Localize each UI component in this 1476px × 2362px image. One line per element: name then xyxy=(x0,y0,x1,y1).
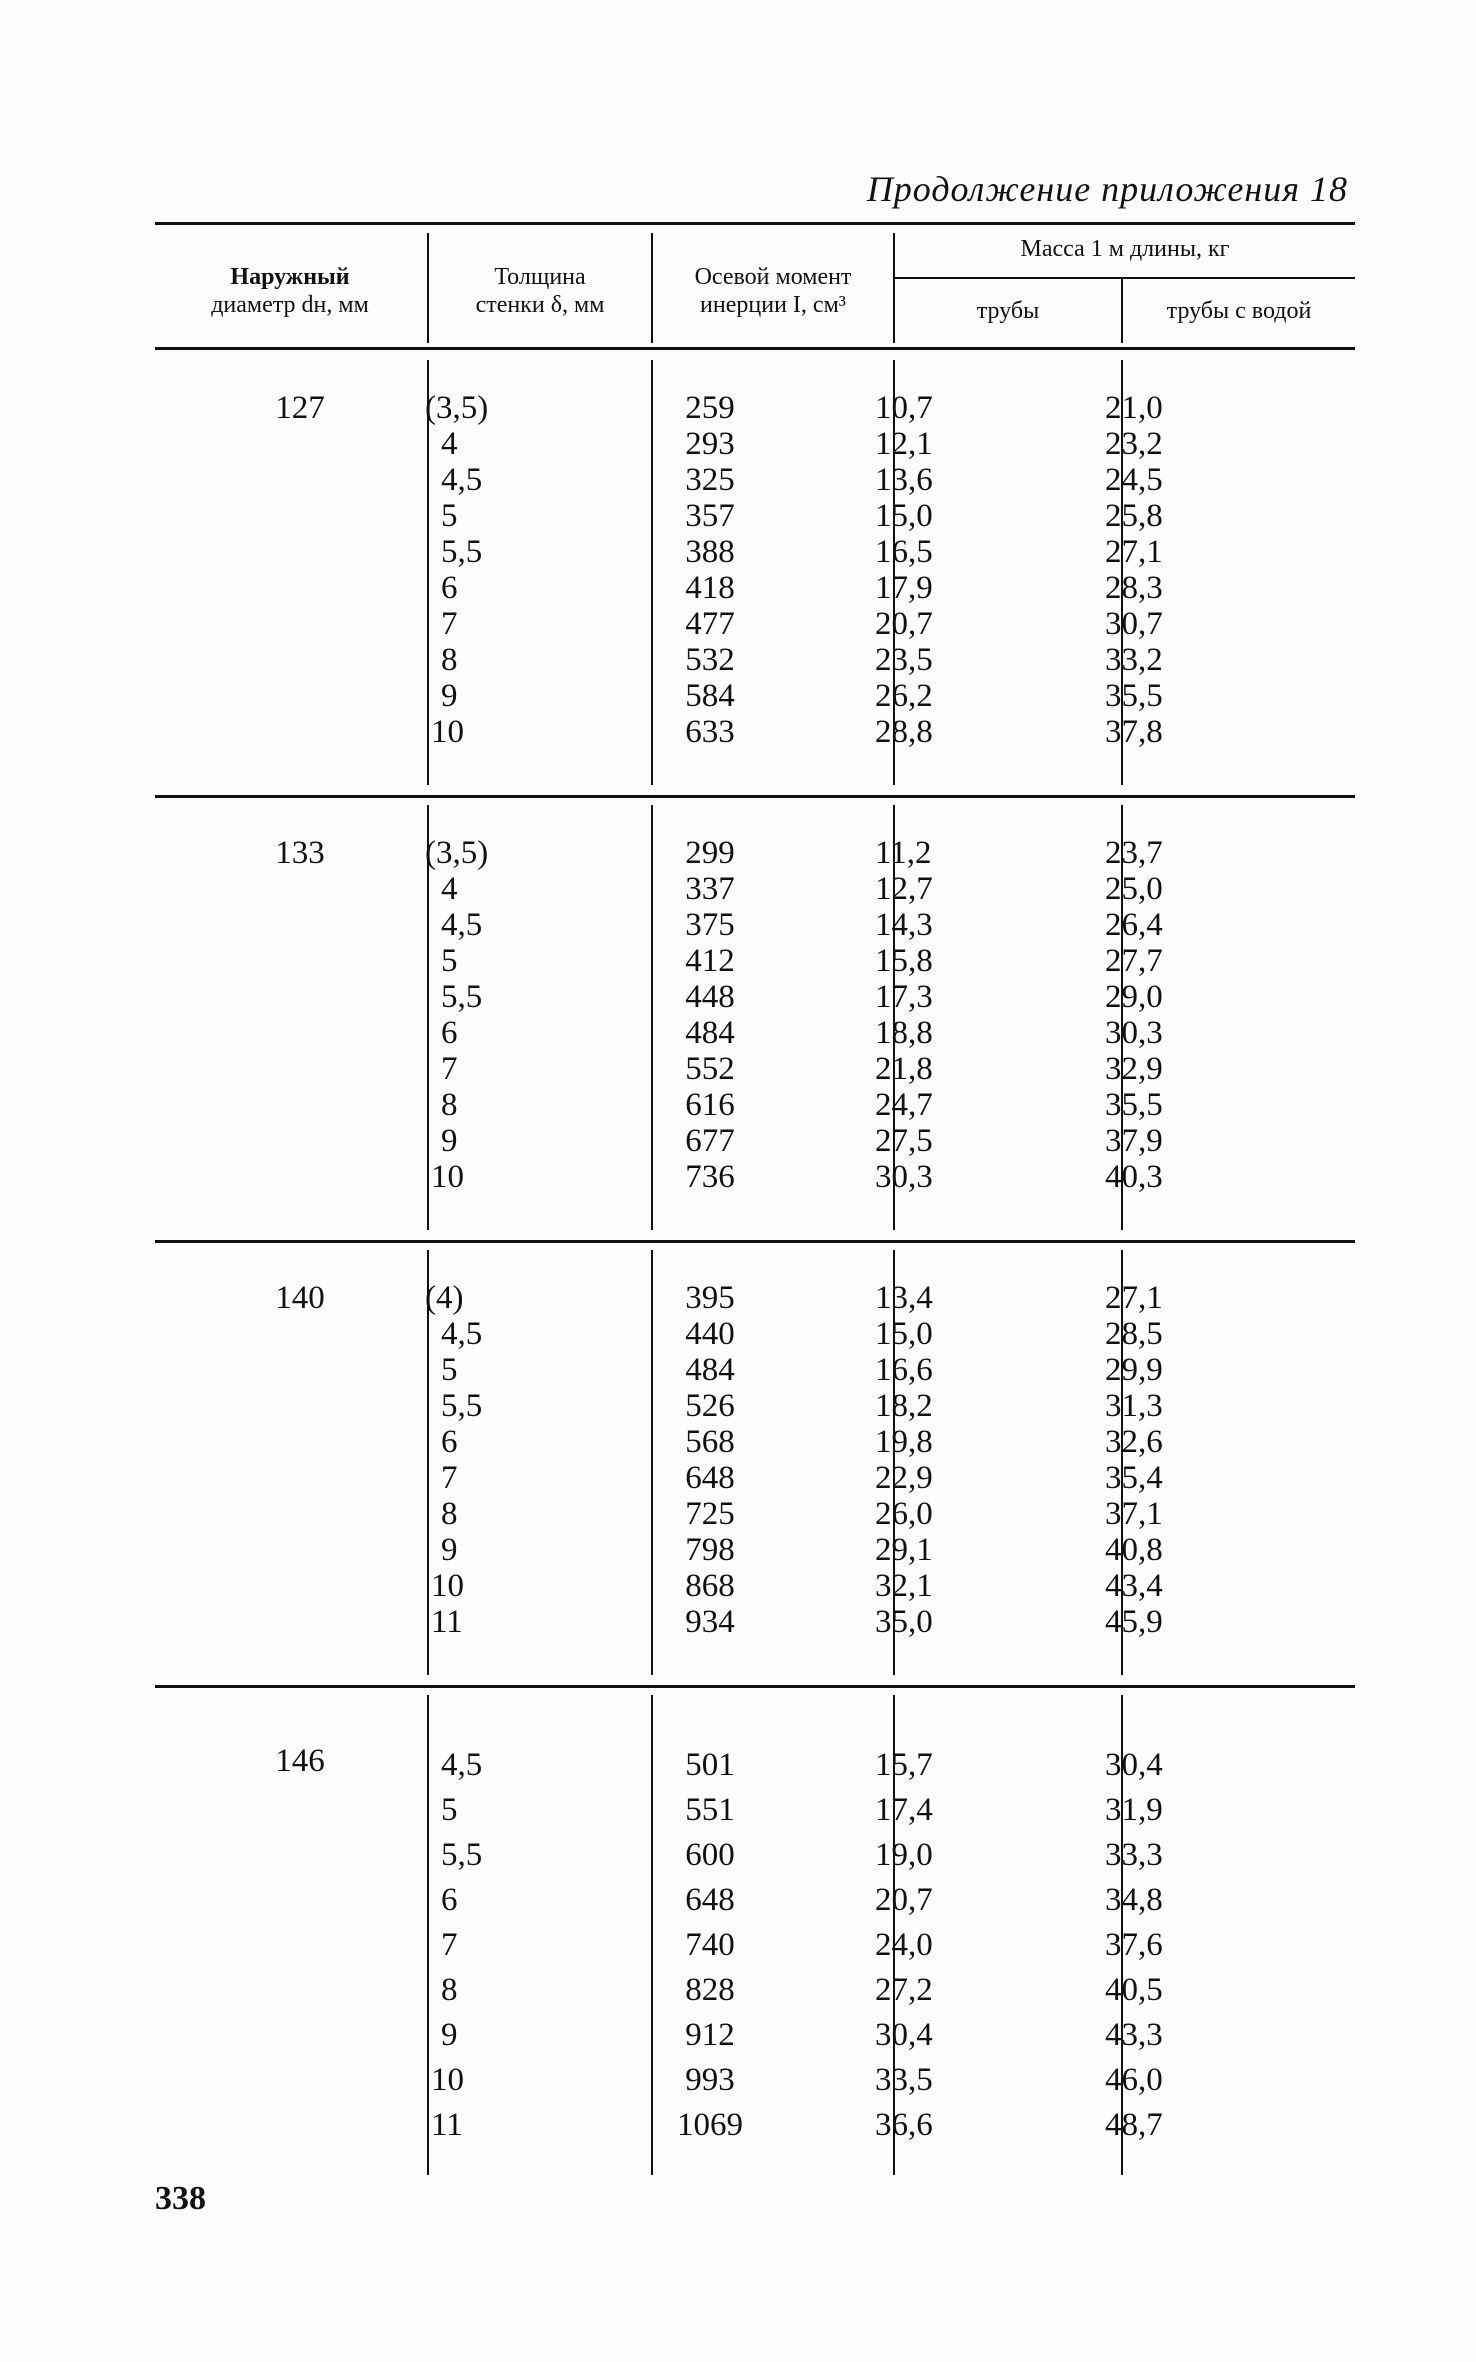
cell-thickness: 8 xyxy=(441,642,458,678)
cell-mass-water: 37,9 xyxy=(1105,1123,1163,1159)
column-inertia xyxy=(635,1743,785,2148)
cell-mass-pipe: 27,2 xyxy=(875,1972,933,2008)
cell-mass-water: 23,7 xyxy=(1105,835,1163,871)
cell-inertia: 600 xyxy=(685,1837,735,1873)
cell-mass-pipe: 15,0 xyxy=(875,498,933,534)
cell-mass-water: 26,4 xyxy=(1105,907,1163,943)
cell-mass-pipe: 11,2 xyxy=(875,835,932,871)
cell-mass-pipe: 36,6 xyxy=(875,2107,933,2143)
cell-thickness: 9 xyxy=(441,2017,458,2053)
cell-inertia: 1069 xyxy=(677,2107,743,2143)
header-mass-water: трубы с водой xyxy=(1166,298,1312,324)
cell-inertia: 740 xyxy=(685,1927,735,1963)
cell-mass-pipe: 24,0 xyxy=(875,1927,933,1963)
cell-thickness: 10 xyxy=(431,1568,464,1604)
cell-thickness: 4 xyxy=(441,871,458,907)
cell-mass-pipe: 19,8 xyxy=(875,1424,933,1460)
cell-thickness: 6 xyxy=(441,1424,458,1460)
table-group xyxy=(155,350,1355,795)
cell-inertia: 568 xyxy=(685,1424,735,1460)
cell-mass-water: 21,0 xyxy=(1105,390,1163,426)
cell-mass-pipe: 21,8 xyxy=(875,1051,933,1087)
cell-thickness: 8 xyxy=(441,1972,458,2008)
cell-diameter: 140 xyxy=(275,1280,325,1316)
header-diameter-line1: Наружный xyxy=(230,264,350,290)
cell-inertia: 552 xyxy=(685,1051,735,1087)
cell-mass-pipe: 12,7 xyxy=(875,871,933,907)
header-thickness xyxy=(429,263,651,319)
column-inertia xyxy=(635,835,785,1195)
cell-inertia: 299 xyxy=(685,835,735,871)
cell-mass-water: 25,0 xyxy=(1105,871,1163,907)
cell-mass-water: 37,8 xyxy=(1105,714,1163,750)
header-subdivider xyxy=(895,277,1355,279)
column-mass-pipe xyxy=(875,1743,1025,2148)
cell-inertia: 357 xyxy=(685,498,735,534)
cell-inertia: 868 xyxy=(685,1568,735,1604)
cell-mass-pipe: 13,4 xyxy=(875,1280,933,1316)
cell-inertia: 736 xyxy=(685,1159,735,1195)
cell-inertia: 412 xyxy=(685,943,735,979)
header-diameter-line2: диаметр dн, мм xyxy=(211,292,369,318)
cell-mass-pipe: 12,1 xyxy=(875,426,933,462)
cell-thickness: 8 xyxy=(441,1496,458,1532)
table-caption: Продолжение приложения 18 xyxy=(866,169,1348,209)
group-separator xyxy=(155,795,1355,798)
column-thickness xyxy=(425,1280,575,1640)
cell-mass-water: 28,3 xyxy=(1105,570,1163,606)
cell-mass-water: 37,6 xyxy=(1105,1927,1163,1963)
header-mass-group: Масса 1 м длины, кг xyxy=(1020,236,1230,262)
cell-inertia: 395 xyxy=(685,1280,735,1316)
cell-inertia: 532 xyxy=(685,642,735,678)
cell-mass-water: 40,3 xyxy=(1105,1159,1163,1195)
column-inertia xyxy=(635,1280,785,1640)
cell-mass-water: 23,2 xyxy=(1105,426,1163,462)
cell-thickness: 4,5 xyxy=(441,462,483,498)
cell-inertia: 501 xyxy=(685,1747,735,1783)
group-separator xyxy=(155,1240,1355,1243)
cell-mass-water: 48,7 xyxy=(1105,2107,1163,2143)
cell-thickness: 4,5 xyxy=(441,1316,483,1352)
cell-inertia: 325 xyxy=(685,462,735,498)
cell-mass-pipe: 30,3 xyxy=(875,1159,933,1195)
cell-mass-pipe: 19,0 xyxy=(875,1837,933,1873)
cell-thickness: 9 xyxy=(441,678,458,714)
cell-thickness: 5,5 xyxy=(441,534,483,570)
cell-mass-water: 34,8 xyxy=(1105,1882,1163,1918)
cell-mass-water: 40,5 xyxy=(1105,1972,1163,2008)
cell-inertia: 418 xyxy=(685,570,735,606)
cell-inertia: 584 xyxy=(685,678,735,714)
cell-mass-pipe: 33,5 xyxy=(875,2062,933,2098)
cell-mass-pipe: 18,2 xyxy=(875,1388,933,1424)
cell-mass-pipe: 13,6 xyxy=(875,462,933,498)
cell-mass-pipe: 28,8 xyxy=(875,714,933,750)
cell-inertia: 993 xyxy=(685,2062,735,2098)
cell-thickness: 7 xyxy=(441,1460,458,1496)
cell-thickness: 6 xyxy=(441,570,458,606)
cell-thickness: 7 xyxy=(441,1051,458,1087)
cell-thickness: 9 xyxy=(441,1123,458,1159)
cell-mass-water: 25,8 xyxy=(1105,498,1163,534)
cell-mass-pipe: 14,3 xyxy=(875,907,933,943)
cell-inertia: 293 xyxy=(685,426,735,462)
cell-mass-pipe: 20,7 xyxy=(875,606,933,642)
cell-mass-pipe: 17,3 xyxy=(875,979,933,1015)
cell-mass-pipe: 15,8 xyxy=(875,943,933,979)
cell-mass-pipe: 18,8 xyxy=(875,1015,933,1051)
column-mass-water xyxy=(1105,1743,1255,2148)
cell-mass-pipe: 17,9 xyxy=(875,570,933,606)
cell-mass-pipe: 24,7 xyxy=(875,1087,933,1123)
cell-mass-pipe: 26,2 xyxy=(875,678,933,714)
cell-thickness: 5 xyxy=(441,943,458,979)
cell-thickness: (3,5) xyxy=(425,835,489,871)
table-group xyxy=(155,1685,1355,2185)
cell-mass-pipe: 35,0 xyxy=(875,1604,933,1640)
cell-thickness: 5 xyxy=(441,1352,458,1388)
column-mass-pipe xyxy=(875,835,1025,1195)
cell-diameter: 146 xyxy=(275,1743,325,1779)
cell-inertia: 477 xyxy=(685,606,735,642)
cell-thickness: (4) xyxy=(425,1280,464,1316)
cell-inertia: 648 xyxy=(685,1882,735,1918)
cell-mass-water: 46,0 xyxy=(1105,2062,1163,2098)
cell-inertia: 616 xyxy=(685,1087,735,1123)
cell-inertia: 388 xyxy=(685,534,735,570)
cell-inertia: 337 xyxy=(685,871,735,907)
cell-mass-pipe: 26,0 xyxy=(875,1496,933,1532)
cell-mass-pipe: 30,4 xyxy=(875,2017,933,2053)
column-mass-water xyxy=(1105,390,1255,750)
column-mass-water xyxy=(1105,1280,1255,1640)
cell-thickness: 10 xyxy=(431,2062,464,2098)
cell-inertia: 912 xyxy=(685,2017,735,2053)
column-mass-pipe xyxy=(875,1280,1025,1640)
cell-mass-pipe: 16,5 xyxy=(875,534,933,570)
cell-inertia: 526 xyxy=(685,1388,735,1424)
cell-diameter: 127 xyxy=(275,390,325,426)
cell-mass-water: 43,3 xyxy=(1105,2017,1163,2053)
cell-thickness: 5,5 xyxy=(441,1388,483,1424)
cell-mass-water: 43,4 xyxy=(1105,1568,1163,1604)
cell-mass-water: 33,2 xyxy=(1105,642,1163,678)
cell-inertia: 448 xyxy=(685,979,735,1015)
table-header xyxy=(155,222,1355,350)
cell-diameter: 133 xyxy=(275,835,325,871)
cell-thickness: 11 xyxy=(431,1604,463,1640)
cell-mass-water: 31,3 xyxy=(1105,1388,1163,1424)
cell-mass-pipe: 29,1 xyxy=(875,1532,933,1568)
column-thickness xyxy=(425,1743,575,2148)
cell-mass-pipe: 27,5 xyxy=(875,1123,933,1159)
column-mass-water xyxy=(1105,835,1255,1195)
cell-inertia: 551 xyxy=(685,1792,735,1828)
cell-mass-water: 29,9 xyxy=(1105,1352,1163,1388)
cell-inertia: 648 xyxy=(685,1460,735,1496)
cell-mass-water: 30,4 xyxy=(1105,1747,1163,1783)
column-mass-pipe xyxy=(875,390,1025,750)
cell-thickness: 5,5 xyxy=(441,1837,483,1873)
cell-thickness: 5 xyxy=(441,498,458,534)
cell-thickness: 8 xyxy=(441,1087,458,1123)
cell-thickness: 4,5 xyxy=(441,907,483,943)
column-inertia xyxy=(635,390,785,750)
cell-inertia: 259 xyxy=(685,390,735,426)
cell-inertia: 375 xyxy=(685,907,735,943)
cell-thickness: 4,5 xyxy=(441,1747,483,1783)
table-body xyxy=(155,350,1355,2185)
cell-mass-water: 24,5 xyxy=(1105,462,1163,498)
cell-inertia: 725 xyxy=(685,1496,735,1532)
cell-mass-pipe: 15,0 xyxy=(875,1316,933,1352)
cell-mass-water: 31,9 xyxy=(1105,1792,1163,1828)
cell-mass-water: 37,1 xyxy=(1105,1496,1163,1532)
cell-inertia: 934 xyxy=(685,1604,735,1640)
cell-thickness: 5,5 xyxy=(441,979,483,1015)
cell-thickness: 7 xyxy=(441,606,458,642)
cell-mass-water: 32,9 xyxy=(1105,1051,1163,1087)
cell-thickness: 10 xyxy=(431,1159,464,1195)
cell-inertia: 633 xyxy=(685,714,735,750)
cell-inertia: 440 xyxy=(685,1316,735,1352)
cell-inertia: 484 xyxy=(685,1015,735,1051)
cell-inertia: 484 xyxy=(685,1352,735,1388)
table-group xyxy=(155,795,1355,1240)
cell-thickness: 7 xyxy=(441,1927,458,1963)
cell-mass-water: 30,7 xyxy=(1105,606,1163,642)
header-inertia-line1: Осевой момент xyxy=(694,264,852,290)
cell-thickness: 10 xyxy=(431,714,464,750)
cell-thickness: 6 xyxy=(441,1882,458,1918)
header-mass-pipe: трубы xyxy=(976,298,1040,324)
cell-mass-water: 35,5 xyxy=(1105,678,1163,714)
cell-mass-water: 35,4 xyxy=(1105,1460,1163,1496)
cell-thickness: 9 xyxy=(441,1532,458,1568)
cell-mass-pipe: 16,6 xyxy=(875,1352,933,1388)
cell-mass-pipe: 22,9 xyxy=(875,1460,933,1496)
cell-mass-water: 30,3 xyxy=(1105,1015,1163,1051)
cell-thickness: 6 xyxy=(441,1015,458,1051)
header-inertia-line2: инерции I, см³ xyxy=(700,292,846,318)
cell-mass-pipe: 23,5 xyxy=(875,642,933,678)
cell-mass-water: 33,3 xyxy=(1105,1837,1163,1873)
group-separator xyxy=(155,1685,1355,1688)
cell-mass-water: 27,1 xyxy=(1105,534,1163,570)
cell-mass-pipe: 32,1 xyxy=(875,1568,933,1604)
cell-thickness: 4 xyxy=(441,426,458,462)
cell-inertia: 828 xyxy=(685,1972,735,2008)
cell-thickness: 5 xyxy=(441,1792,458,1828)
page-number: 338 xyxy=(155,2180,206,2217)
cell-thickness: (3,5) xyxy=(425,390,489,426)
cell-mass-pipe: 15,7 xyxy=(875,1747,933,1783)
cell-mass-water: 40,8 xyxy=(1105,1532,1163,1568)
cell-mass-pipe: 17,4 xyxy=(875,1792,933,1828)
header-diameter xyxy=(155,263,425,319)
header-thickness-line1: Толщина xyxy=(494,264,586,290)
header-inertia xyxy=(653,263,893,319)
cell-inertia: 677 xyxy=(685,1123,735,1159)
column-thickness xyxy=(425,835,575,1195)
cell-mass-water: 45,9 xyxy=(1105,1604,1163,1640)
cell-mass-pipe: 10,7 xyxy=(875,390,933,426)
cell-mass-water: 27,7 xyxy=(1105,943,1163,979)
table-group xyxy=(155,1240,1355,1685)
cell-mass-water: 29,0 xyxy=(1105,979,1163,1015)
cell-mass-water: 28,5 xyxy=(1105,1316,1163,1352)
column-thickness xyxy=(425,390,575,750)
cell-thickness: 11 xyxy=(431,2107,463,2143)
cell-mass-water: 27,1 xyxy=(1105,1280,1163,1316)
cell-mass-water: 35,5 xyxy=(1105,1087,1163,1123)
cell-inertia: 798 xyxy=(685,1532,735,1568)
header-thickness-line2: стенки δ, мм xyxy=(475,292,605,318)
cell-mass-pipe: 20,7 xyxy=(875,1882,933,1918)
pipe-table xyxy=(155,222,1355,2185)
cell-mass-water: 32,6 xyxy=(1105,1424,1163,1460)
